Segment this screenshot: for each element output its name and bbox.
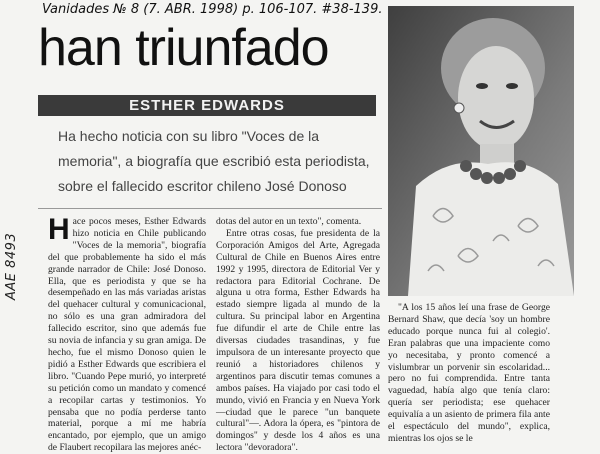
column-2-paragraph-2: Entre otras cosas, fue presidenta de la Corporación Amigos del Arte, Agregada Cultural de Chile en Buenos Aires entre 1992 y 1995, directora de Editorial Ver y redactora para Editorial Cochrane. De alguna u otra forma, Esther Edwards ha estado siempre ligada al mundo de la cultura. Su principal labor en Argentina fue difundir el arte de Chile entre las diversas ciudades trasandinas, y fue impulsora de un interesante proyecto que reunió a historiadores chilenos y argentinos para discutir temas comunes a ambos países. Ha viajado por casi todo el mundo, vivió en Francia y en Nueva York —ciudad que le parece "un banquete cultural"—. Adora la ópera, es "pintora de domingos" y desde los 4 años es una lectora "devoradora". <box>216 227 380 454</box>
column-3-paragraph: "A los 15 años leí una frase de George Bernard Shaw, que decía 'soy un hombre educado porque nunca fui al colegio'. Eran palabras que una impaciente como yo necesitaba, y pronto comencé a vislumbrar un porvenir sin escolaridad... pero no fui comprendida. Entre tanta vaguedad, había algo que tenía claro: quería ser periodista; ese quehacer equivalía a un asiento de primera fila ante el espectáculo del mundo", explica, mientras los ojos se le <box>388 302 550 444</box>
drop-cap: H <box>48 213 70 246</box>
divider <box>38 208 382 209</box>
lede-paragraph: Ha hecho noticia con su libro "Voces de la memoria", a biografía que escribió esta periodista, sobre el fallecido escritor chileno José Donoso <box>58 128 370 194</box>
column-1-text: ace pocos meses, Esther Edwards hizo noticia en Chile publicando "Voces de la memoria", biografía del que probablemente ha sido el más grande narrador de Chile: José Donoso. Ella, que es periodista y que se ha desempeñado en las más variadas aristas del quehacer cultural y comunicacional, no sólo es una gran admiradora del fallecido escritor, sino que además fue su novia de infancia y su gran amiga. De hecho, fue el mismo Donoso quien le pidió a Esther Edwards que escribiera el libro. "Cuando Pepe murió, yo interpreté su petición como un mandato y comencé a recopilar cartas y testimonios. Yo pensaba que no podía perderse tanto material, porque a mí me habría encantado, por ejemplo, que un amigo de Flaubert recopilara las mejores anéc- <box>48 216 206 454</box>
portrait-photo <box>388 6 574 296</box>
margin-archive-note: AAE 8493 <box>4 232 19 300</box>
article-column-3 <box>388 302 550 445</box>
column-2-paragraph-1: dotas del autor en un texto", comenta. <box>216 216 362 227</box>
article-column-1 <box>48 213 206 454</box>
author-name-bar: ESTHER EDWARDS <box>38 95 376 116</box>
handwritten-citation: Vanidades № 8 (7. ABR. 1998) p. 106-107. #38-139. <box>42 2 383 17</box>
headline: han triunfado <box>38 19 329 77</box>
article-column-2 <box>216 216 380 454</box>
